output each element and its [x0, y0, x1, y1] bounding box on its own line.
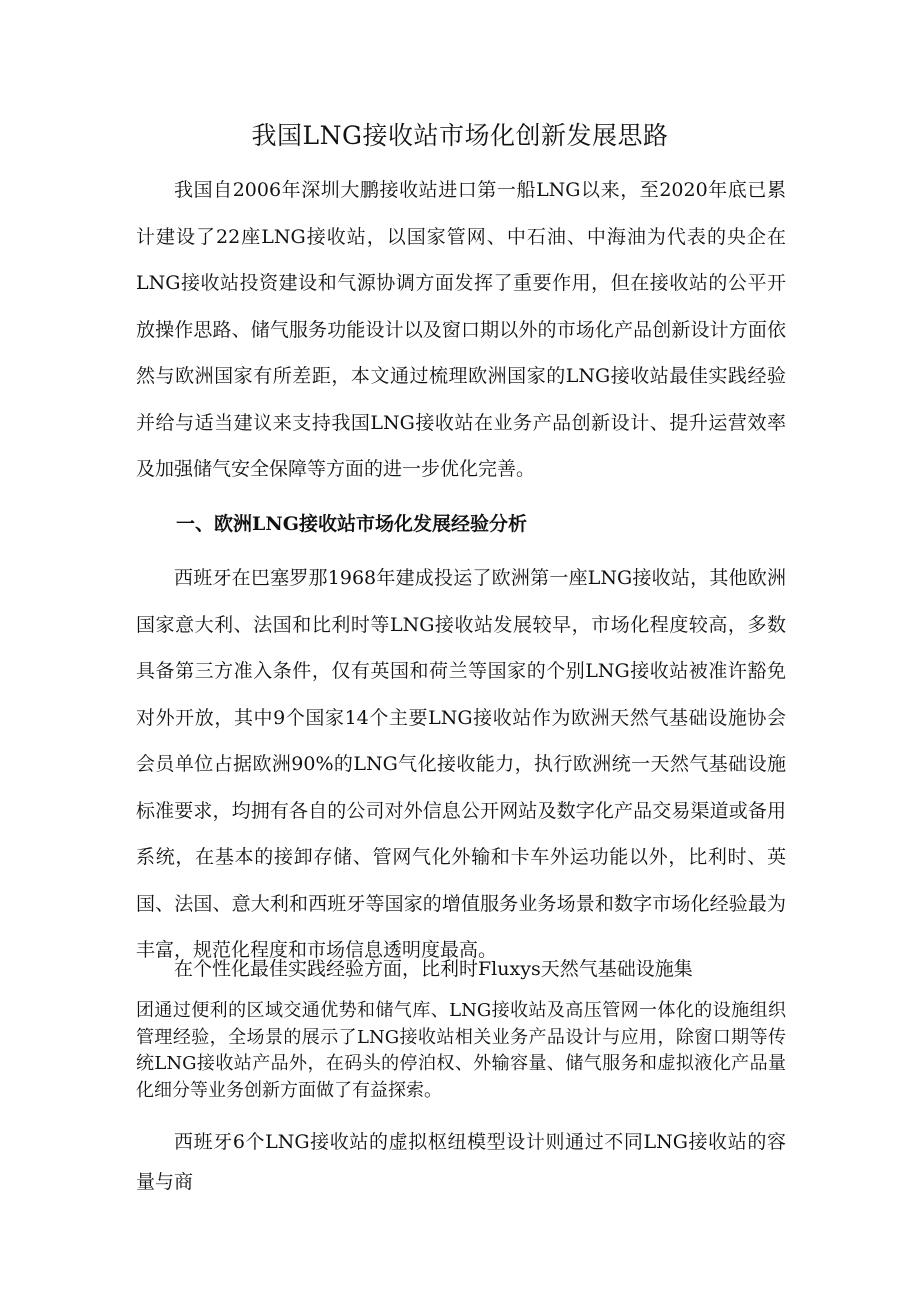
document-title: 我国LNG接收站市场化创新发展思路: [251, 121, 669, 150]
section-heading: 一、欧洲LNG接收站市场化发展经验分析: [176, 513, 527, 535]
body-paragraph: 团通过便利的区域交通优势和储气库、LNG接收站及高压管网一体化的设施组织管理经验，全场景的展示了LNG接收站相关业务产品设计与应用，除窗口期等传统LNG接收站产品外，在码头的停泊权、外输容量、储气服务和虚拟液化产品量化细分等业务创新方面做了有益探索。: [136, 1000, 786, 1101]
intro-paragraph: 我国自2006年深圳大鹏接收站进口第一船LNG以来，至2020年底已累计建设了22座LNG接收站，以国家管网、中石油、中海油为代表的央企在LNG接收站投资建设和气源协调方面发挥了重要作用，但在接收站的公平开放操作思路、储气服务功能设计以及窗口期以外的市场化产品创新设计方面依然与欧洲国家有所差距，本文通过梳理欧洲国家的LNG接收站最佳实践经验并给与适当建议来支持我国LNG接收站在业务产品创新设计、提升运营效率及加强储气安全保障等方面的进一步优化完善。: [136, 179, 786, 480]
body-paragraph: 在个性化最佳实践经验方面，比利时Fluxys天然气基础设施集: [174, 958, 693, 980]
body-paragraph: 西班牙在巴塞罗那1968年建成投运了欧洲第一座LNG接收站，其他欧洲国家意大利、法国和比利时等LNG接收站发展较早，市场化程度较高，多数具备第三方准入条件，仅有英国和荷兰等国家的个别LNG接收站被准许豁免对外开放，其中9个国家14个主要LNG接收站作为欧洲天然气基础设施协会会员单位占据欧洲90%的LNG气化接收能力，执行欧洲统一天然气基础设施标准要求，均拥有各自的公司对外信息公开网站及数字化产品交易渠道或备用系统，在基本的接卸存储、管网气化外输和卡车外运功能以外，比利时、英国、法国、意大利和西班牙等国家的增值服务业务场景和数字市场化经验最为丰富，规范化程度和市场信息透明度最高。: [136, 567, 786, 961]
body-paragraph: 西班牙6个LNG接收站的虚拟枢纽模型设计则通过不同LNG接收站的容量与商: [136, 1131, 786, 1193]
